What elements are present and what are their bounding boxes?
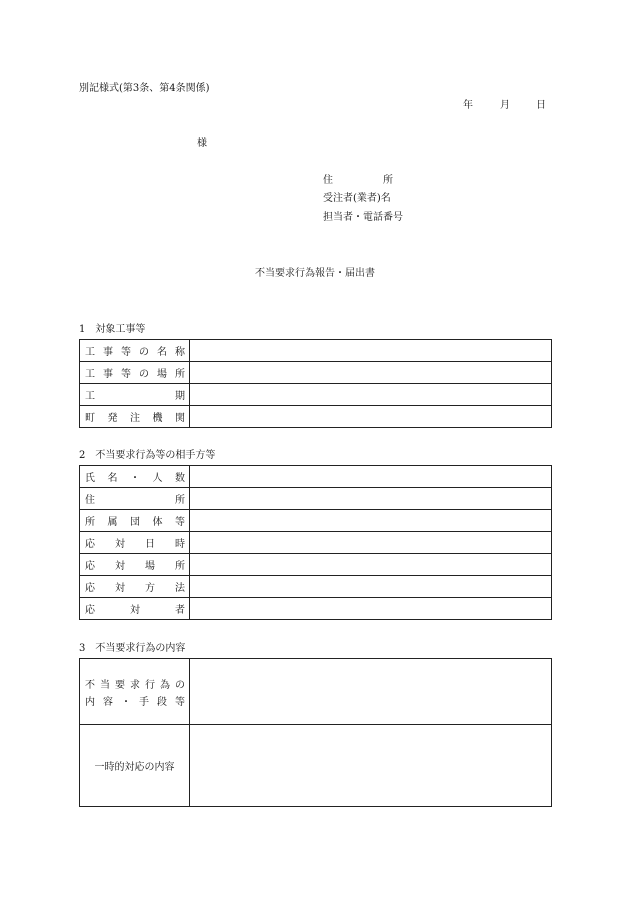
label-char: 名 [157,347,167,358]
section2-row-field[interactable] [190,532,552,554]
label-char: 事 [103,347,113,358]
label-char: 対 [115,583,125,594]
label-char: 応 [85,539,95,550]
section2-row-label [80,554,190,576]
label-char: 工 [85,391,95,402]
label-char: 方 [145,583,155,594]
label-char: の [175,679,185,691]
label-char: 場 [157,369,167,380]
label-char: 体 [152,517,163,528]
section2-row [80,466,552,488]
label-char: 町 [85,413,95,424]
label-char: 応 [85,583,95,594]
section2-heading: 2 不当要求行為等の相手方等 [79,450,216,461]
label-char: 求 [130,679,140,691]
label-char: 所 [85,517,95,528]
section1-row-label [80,340,190,362]
label-char: 為 [160,679,170,691]
section2-row [80,598,552,620]
content-method-label-line1 [80,676,189,691]
label-char: 関 [175,413,185,424]
content-method-label-line2 [80,693,189,708]
section2-row-label [80,466,190,488]
section2-row [80,488,552,510]
applicant-address-label-2: 所 [383,175,393,186]
label-char: 応 [85,561,95,572]
label-char: 数 [175,473,185,484]
section2-row [80,532,552,554]
label-char: 名 [107,473,118,484]
section1-row [80,362,552,384]
interim-response-label: 一時的対応の内容 [80,725,190,807]
label-char: の [139,347,149,358]
section2-row-field[interactable] [190,554,552,576]
label-char: 場 [145,561,155,572]
label-char: 属 [107,517,118,528]
section1-row-label [80,384,190,406]
label-char: 応 [85,605,95,616]
label-char: 発 [107,413,118,424]
section2-row-field[interactable] [190,576,552,598]
section2-row-label [80,576,190,598]
label-char: ・ [121,696,131,708]
label-char: 行 [145,679,155,691]
applicant-address-label-1: 住 [323,175,333,186]
label-char: ・ [130,473,140,484]
section2-row-field[interactable] [190,510,552,532]
section1-row-field[interactable] [190,362,552,384]
section1-row-label [80,362,190,384]
content-method-label [80,659,190,725]
label-char: 工 [85,369,95,380]
document-title: 不当要求行為報告・届出書 [255,268,375,279]
section2-row-label [80,598,190,620]
section2-row-label [80,510,190,532]
label-char: 内 [85,696,95,708]
label-char: 称 [175,347,185,358]
section1-heading: 1 対象工事等 [79,324,146,335]
label-char: 容 [103,696,113,708]
label-char: 不 [85,679,95,691]
section2-row-label [80,532,190,554]
section1-row-label [80,406,190,428]
interim-response-field[interactable] [190,725,552,807]
label-char: 時 [175,539,185,550]
label-char: 団 [130,517,140,528]
section2-row [80,576,552,598]
label-char: 者 [175,605,185,616]
label-char: 工 [85,347,95,358]
section1-row [80,340,552,362]
label-char: 等 [175,696,185,708]
section2-row-field[interactable] [190,466,552,488]
applicant-name-label: 受注者(業者)名 [323,193,391,204]
label-char: 等 [121,369,131,380]
label-char: 等 [121,347,131,358]
section2-row [80,554,552,576]
content-method-field[interactable] [190,659,552,725]
label-char: の [139,369,149,380]
label-char: 対 [130,605,140,616]
label-char: 機 [152,413,163,424]
date-month-label: 月 [500,100,510,111]
label-char: 氏 [85,473,95,484]
label-char: 注 [130,413,140,424]
section1-row-field[interactable] [190,340,552,362]
form-label: 別記様式(第3条、第4条関係) [79,83,210,94]
label-char: 法 [175,583,185,594]
date-day-label: 日 [536,100,546,111]
section1-row-field[interactable] [190,384,552,406]
date-year-label: 年 [463,100,473,111]
label-char: 住 [85,495,95,506]
applicant-contact-label: 担当者・電話番号 [323,212,403,223]
section3-table [79,658,552,807]
section2-row-label [80,488,190,510]
section1-table [79,339,552,428]
label-char: 人 [152,473,163,484]
label-char: 対 [115,561,125,572]
section1-row-field[interactable] [190,406,552,428]
section3-heading: 3 不当要求行為の内容 [79,643,186,654]
label-char: 期 [175,391,185,402]
label-char: 事 [103,369,113,380]
section1-row [80,384,552,406]
label-char: 所 [175,561,185,572]
label-char: 段 [157,696,167,708]
label-char: 所 [175,369,185,380]
section2-row-field[interactable] [190,598,552,620]
section2-row [80,510,552,532]
section2-table [79,465,552,620]
label-char: 所 [175,495,185,506]
label-char: 当 [100,679,110,691]
addressee-suffix: 様 [197,138,207,149]
label-char: 要 [115,679,125,691]
section1-row [80,406,552,428]
section2-row-field[interactable] [190,488,552,510]
label-char: 日 [145,539,155,550]
label-char: 手 [139,696,149,708]
label-char: 対 [115,539,125,550]
label-char: 等 [175,517,185,528]
